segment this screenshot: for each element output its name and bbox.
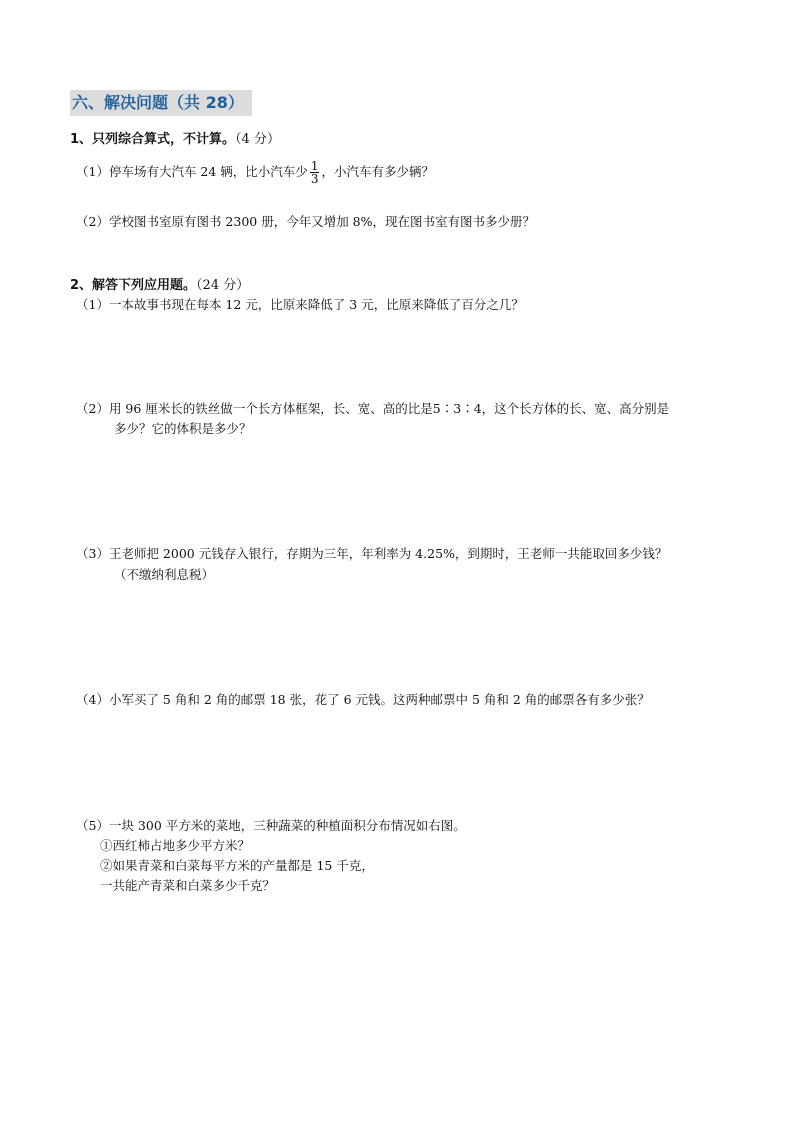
part2-question-5-line-4: 一共能产青菜和白菜多少千克？ xyxy=(100,878,276,893)
fraction-denominator: 3 xyxy=(310,172,319,186)
part2-question-2-line-2: 多少？它的体积是多少？ xyxy=(114,421,252,436)
fraction-numerator: 1 xyxy=(310,159,319,173)
part2-heading xyxy=(70,274,249,293)
fraction-one-third xyxy=(310,160,320,185)
part2-question-3-line-2: （不缴纳利息税） xyxy=(114,567,215,582)
part2-points: （24 分） xyxy=(196,278,250,293)
part2-question-1: （1）一本故事书现在每本 12 元，比原来降低了 3 元，比原来降低了百分之几？ xyxy=(76,297,524,312)
part2-heading-text: 2、解答下列应用题。 xyxy=(70,278,197,293)
question-text-after: ，小汽车有多少辆？ xyxy=(321,164,434,179)
question-number: （1） xyxy=(76,164,109,179)
part1-heading-text: 1、只列综合算式，不计算。 xyxy=(70,132,236,147)
part1-points: （4 分） xyxy=(235,132,280,147)
part2-question-3-line-1: （3）王老师把 2000 元钱存入银行，存期为三年，年利率为 4.25%，到期时，王老师一共能取回多少钱？ xyxy=(76,546,668,561)
part2-question-5-line-3: ②如果青菜和白菜每平方米的产量都是 15 千克， xyxy=(100,858,374,873)
part1-question-1 xyxy=(76,160,434,185)
part2-question-5-line-2: ①西红柿占地多少平方米？ xyxy=(100,838,251,853)
part1-question-2: （2）学校图书室原有图书 2300 册，今年又增加 8%，现在图书室有图书多少册？ xyxy=(76,214,536,229)
part1-heading xyxy=(70,128,280,147)
part2-question-2-line-1: （2）用 96 厘米长的铁丝做一个长方体框架，长、宽、高的比是5∶3∶4，这个长方体的长、宽、高分别是 xyxy=(76,401,670,416)
part2-question-5-line-1: （5）一块 300 平方米的菜地，三种蔬菜的种植面积分布情况如右图。 xyxy=(76,818,466,833)
part2-question-4: （4）小军买了 5 角和 2 角的邮票 18 张，花了 6 元钱。这两种邮票中 5 角和 2 角的邮票各有多少张？ xyxy=(76,692,650,707)
question-text: 停车场有大汽车 24 辆，比小汽车少 xyxy=(108,164,308,179)
section-title: 六、解决问题（共 28） xyxy=(70,90,252,116)
